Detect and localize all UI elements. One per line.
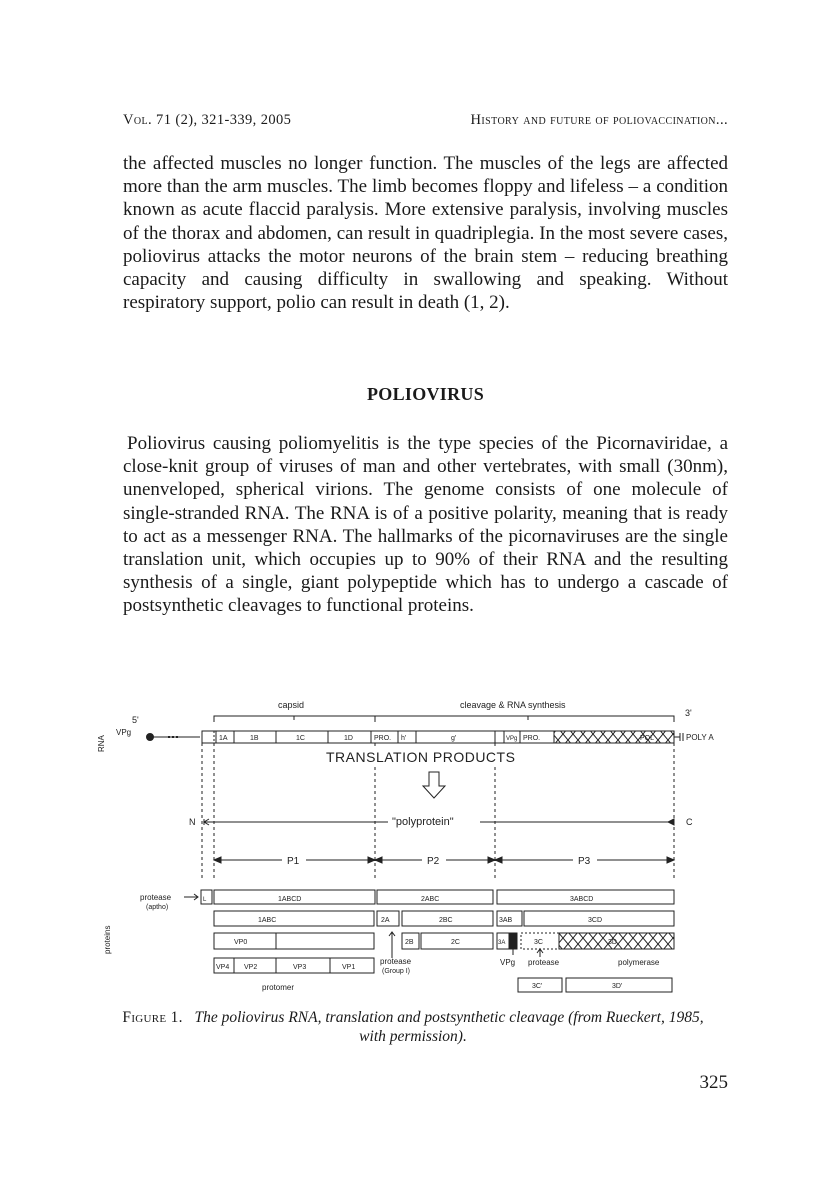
label-protease-group: protease — [380, 957, 412, 966]
seg-g: g' — [451, 735, 457, 742]
page-number: 325 — [699, 1072, 728, 1093]
protein-3ab: 3AB — [499, 917, 513, 924]
label-protease-aptho: protease — [140, 893, 172, 902]
protein-2c: 2C — [451, 939, 460, 946]
figure-caption — [118, 1008, 708, 1046]
protein-vp4: VP4 — [216, 964, 230, 971]
caption-text: The poliovirus RNA, translation and postsynthetic cleavage (from Rueckert, 1985, with permission). — [194, 1009, 704, 1045]
capsid-bracket — [214, 716, 375, 722]
label-p1: P1 — [287, 856, 300, 867]
label-group-i: (Group I) — [382, 968, 411, 975]
down-arrow-icon — [423, 772, 445, 798]
seg-pro-2: PRO. — [523, 735, 541, 742]
header-journal-info: Vol. 71 (2), 321-339, 2005 — [123, 112, 292, 128]
seg-1a: 1A — [219, 735, 228, 742]
label-p3: P3 — [578, 856, 591, 867]
seg-1d: 1D — [344, 735, 353, 742]
label-c-terminus: C — [686, 817, 693, 827]
protein-3d: 3D — [608, 939, 617, 946]
label-protomer: protomer — [262, 983, 295, 992]
label-polyprotein: "polyprotein" — [392, 816, 454, 828]
genome-bar — [202, 731, 674, 743]
protein-2abc: 2ABC — [421, 896, 440, 903]
label-proteins: proteins — [103, 925, 112, 954]
figure-poliovirus-diagram — [88, 692, 748, 1000]
protein-2bc: 2BC — [439, 917, 453, 924]
protein-3cd: 3CD — [588, 917, 603, 924]
label-protease-3c: protease — [528, 958, 560, 967]
protein-3a: 3A — [498, 940, 506, 946]
protein-3d-prime: 3D' — [612, 983, 623, 990]
protein-l: L — [203, 897, 207, 903]
protein-1abc: 1ABC — [258, 917, 277, 924]
body-paragraph-1: the affected muscles no longer function. The muscles of the legs are affected more than the arm muscles. The limb becomes floppy and lifeless – a condition known as acute flaccid paralysis. More extensive paralysis, involving muscles of the thorax and abdomen, can result in quadriplegia. In the most severe cases, poliovirus attacks the motor neurons of the brain stem – reducing breathing capacity and causing difficulty in swallowing and speaking. Without respiratory support, polio can result in death (1, 2). — [123, 153, 728, 314]
label-cleavage: cleavage & RNA synthesis — [460, 700, 566, 710]
protein-vp0: VP0 — [234, 939, 248, 946]
body-paragraph-2: Poliovirus causing poliomyelitis is the type species of the Picornaviridae, a close-knit group of viruses of man and other vertebrates, with small (30nm), unenveloped, spherical virions. The genome consists of one molecule of single-stranded RNA. The RNA is of a positive polarity, meaning that is ready to act as a messenger RNA. The hallmarks of the picornaviruses are the single translation unit, which occupies up to 90% of their RNA and the resulting synthesis of a single, giant polypeptide which has to undergo a cascade of postsynthetic cleavages to functional proteins. — [123, 433, 728, 617]
seg-pro-1: PRO. — [374, 735, 392, 742]
protein-3c: 3C — [534, 939, 543, 946]
label-5prime: 5' — [132, 715, 139, 725]
section-heading: POLIOVIRUS — [366, 384, 485, 404]
protein-2a: 2A — [381, 917, 390, 924]
label-poly-a: POLY A — [686, 733, 714, 742]
protein-vp3: VP3 — [293, 964, 307, 971]
seg-vpg: VPg — [506, 736, 518, 742]
protein-vp2: VP2 — [244, 964, 258, 971]
protein-3c-prime: 3C' — [532, 983, 543, 990]
seg-1c: 1C — [296, 735, 305, 742]
caption-label: Figure 1. — [122, 1009, 183, 1026]
protein-row-c — [214, 933, 674, 949]
seg-pol: POL — [640, 735, 655, 742]
label-rna: RNA — [97, 735, 106, 752]
running-header — [123, 112, 728, 132]
protein-vp1: VP1 — [342, 964, 356, 971]
seg-1b: 1B — [250, 735, 259, 742]
label-3prime: 3' — [685, 708, 692, 718]
label-capsid: capsid — [278, 700, 305, 710]
protein-2b: 2B — [405, 939, 414, 946]
label-n-terminus: N — [189, 817, 196, 827]
seg-h: h' — [401, 735, 407, 742]
label-aptho: (aptho) — [146, 904, 169, 911]
label-p2: P2 — [427, 856, 440, 867]
label-vpg-left: VPg — [116, 728, 132, 737]
cleavage-bracket — [375, 716, 674, 722]
label-vpg-bottom: VPg — [500, 958, 516, 967]
label-polymerase: polymerase — [618, 958, 660, 967]
protein-3abcd: 3ABCD — [570, 896, 594, 903]
header-article-title: History and future of poliovaccination... — [470, 112, 728, 128]
label-translation-products: TRANSLATION PRODUCTS — [326, 749, 516, 765]
protein-1abcd: 1ABCD — [278, 896, 302, 903]
